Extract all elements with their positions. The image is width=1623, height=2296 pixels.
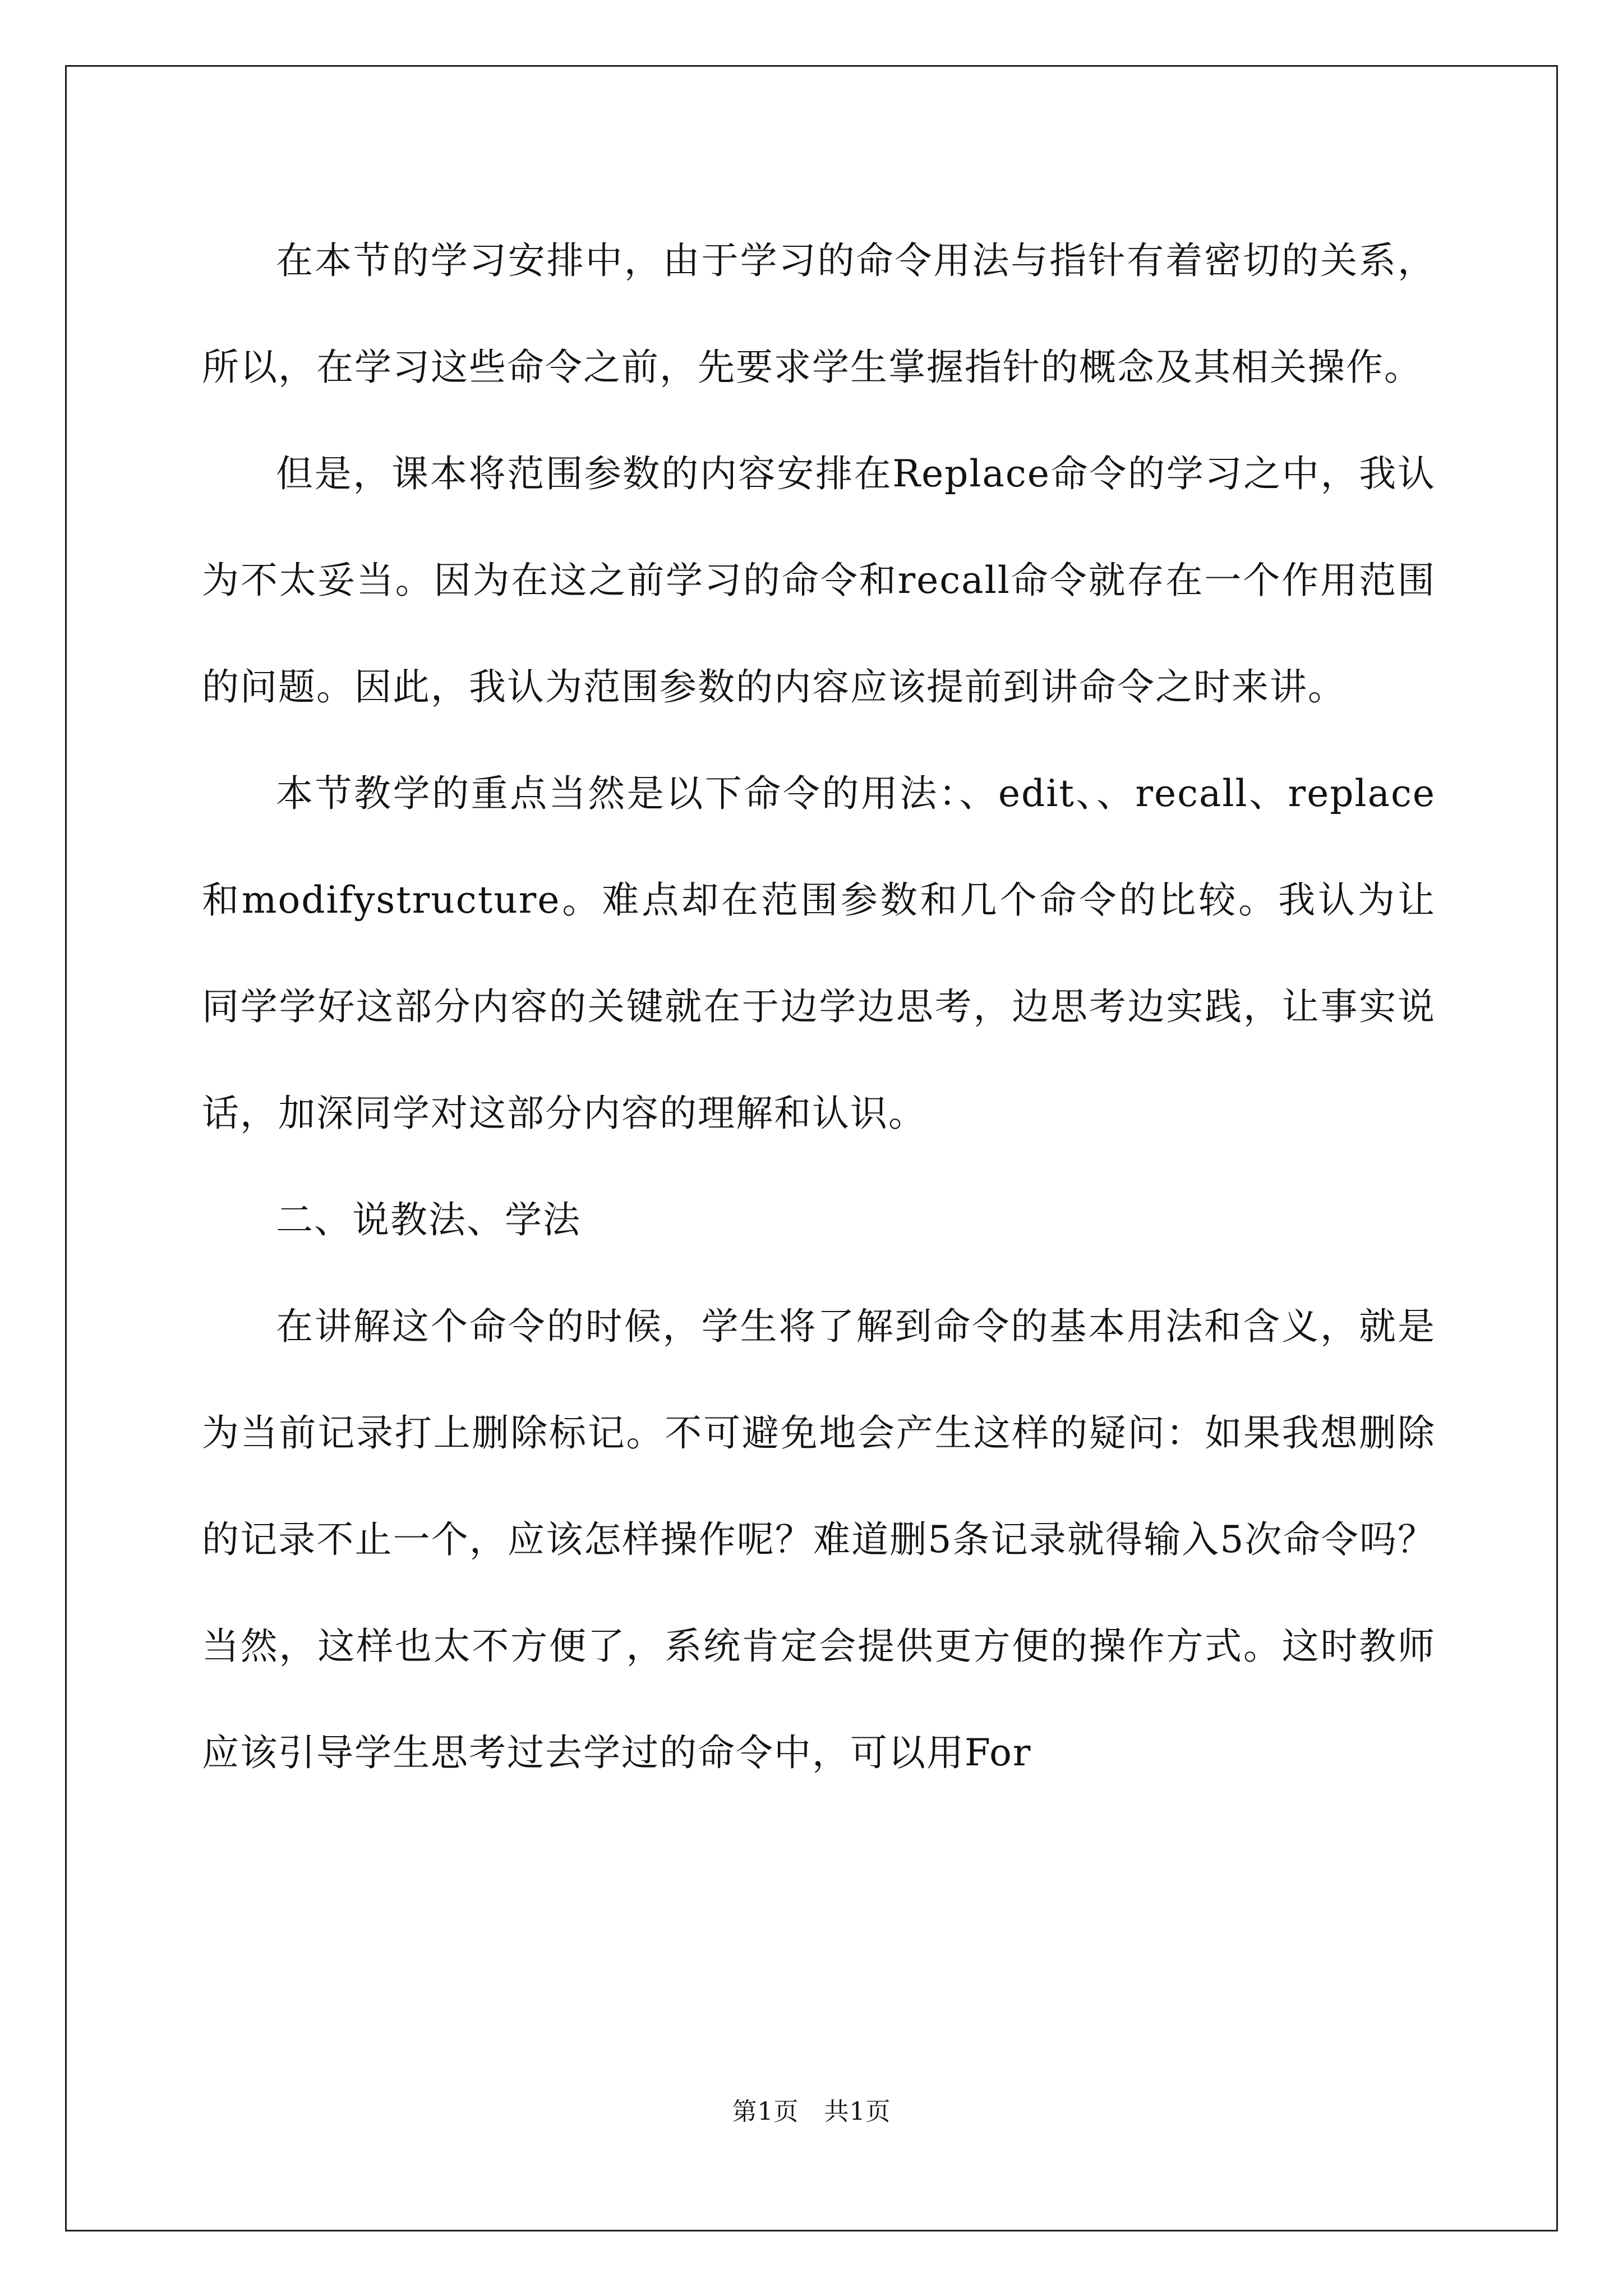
paragraph-3: 本节教学的重点当然是以下命令的用法：、edit、、recall、replace和modifystructure。难点却在范围参数和几个命令的比较。我认为让同学学好这部分内容的关键就在于边学边思考，边思考边实践，让事实说话，加深同学对这部分内容的理解和认识。 xyxy=(202,772,1436,1135)
section-heading: 二、说教法、学法 xyxy=(276,1198,581,1241)
paragraph-1: 在本节的学习安排中，由于学习的命令用法与指针有着密切的关系，所以，在学习这些命令之前，先要求学生掌握指针的概念及其相关操作。 xyxy=(202,239,1436,389)
page-number-footer: 第1页 共1页 xyxy=(732,2097,891,2126)
paragraph-4: 在讲解这个命令的时候，学生将了解到命令的基本用法和含义，就是为当前记录打上删除标记。不可避免地会产生这样的疑问：如果我想删除的记录不止一个，应该怎样操作呢？难道删5条记录就得输入5次命令吗？当然，这样也太不方便了，系统肯定会提供更方便的操作方式。这时教师应该引导学生思考过去学过的命令中，可以用For xyxy=(202,1305,1436,1774)
document-body xyxy=(202,208,1436,1806)
paragraph-2: 但是，课本将范围参数的内容安排在Replace命令的学习之中，我认为不太妥当。因为在这之前学习的命令和recall命令就存在一个作用范围的问题。因此，我认为范围参数的内容应该提前到讲命令之时来讲。 xyxy=(202,452,1436,708)
